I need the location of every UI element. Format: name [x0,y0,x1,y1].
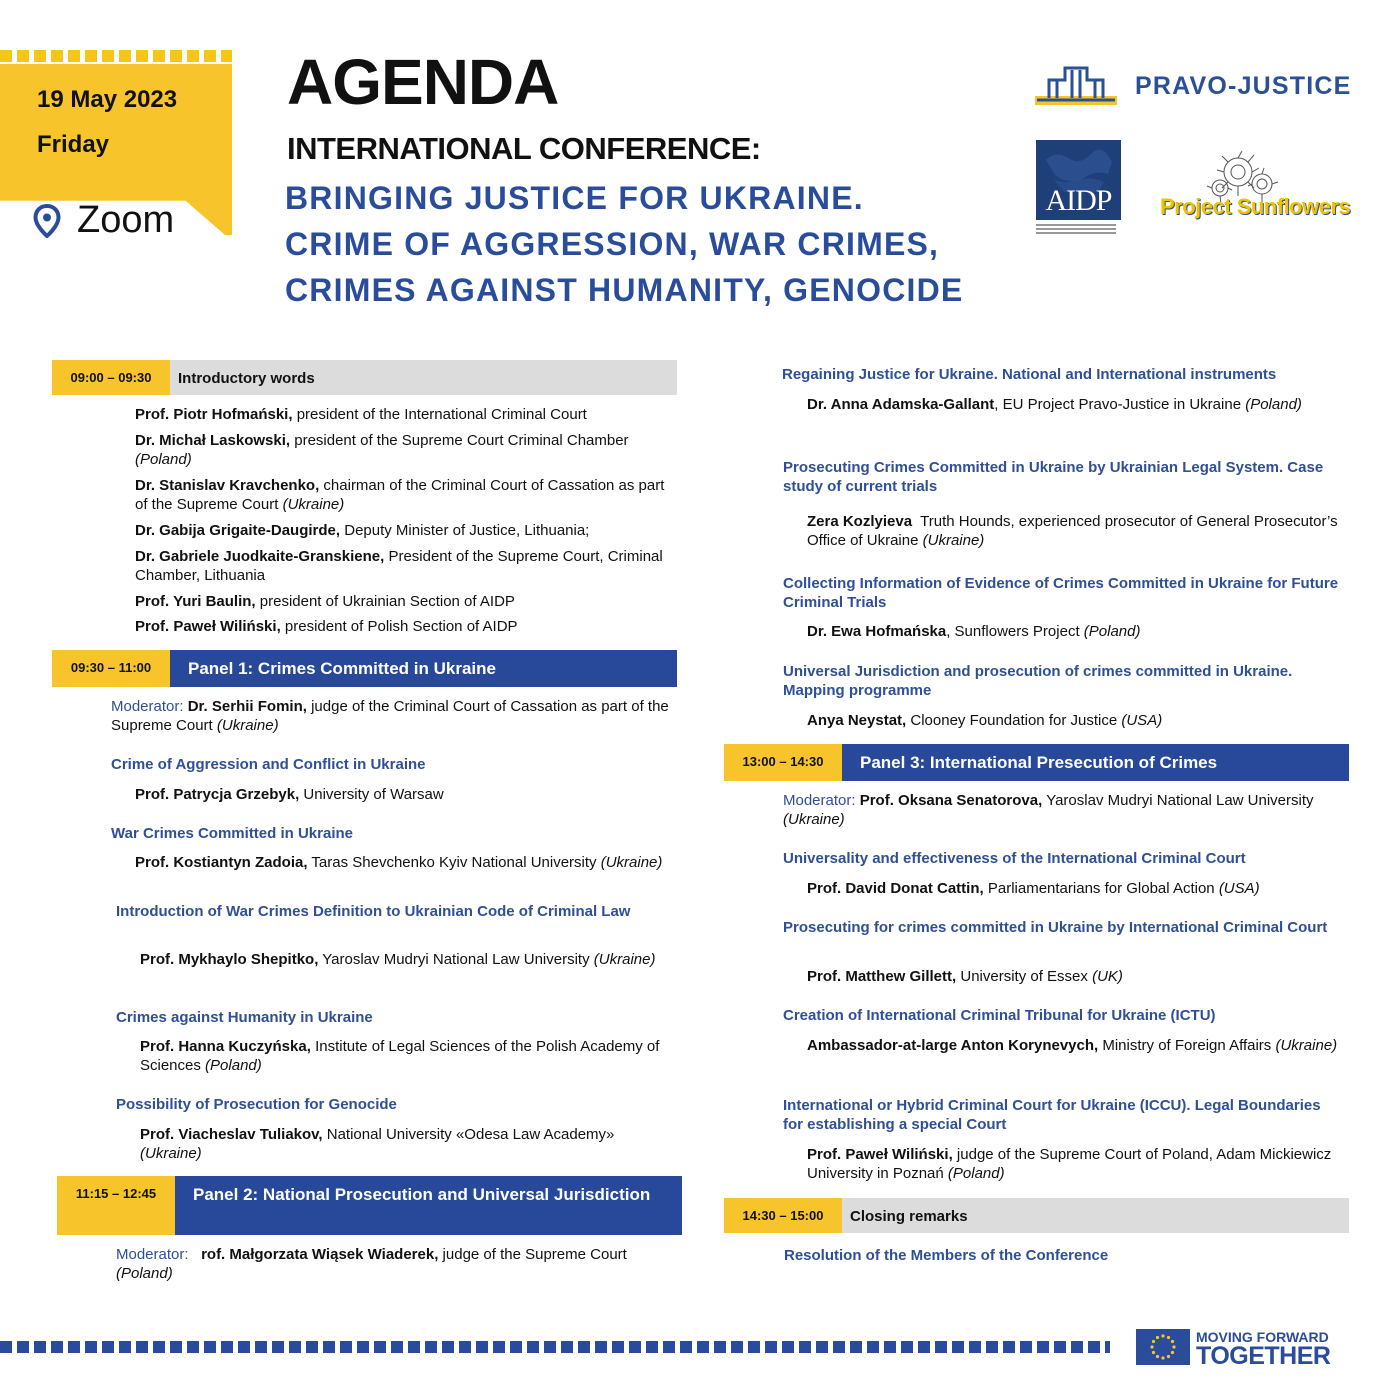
speaker-role: judge of the Criminal Court of Cassation as part of the Supreme Court [111,698,669,734]
aidp-wordmark: AIDP [1045,184,1112,217]
speaker-role: Deputy Minister of Justice, Lithuania; [344,522,590,539]
agenda-slot-panel-2 [57,1176,682,1235]
speaker-role: Truth Hounds, experienced prosecutor of General Prosecutor’s Office of Ukraine [807,513,1338,549]
speaker-role: president of Polish Section of AIDP [284,618,518,635]
speaker-role: Ministry of Foreign Affairs [1102,1037,1272,1054]
speaker-country: (Ukraine) [783,811,845,828]
speaker-name: Dr. Serhii Fomin, [187,698,307,715]
speaker-role: University of Warsaw [303,786,444,803]
speaker-name: Dr. Ewa Hofmańska [807,623,947,640]
moderator-entry [116,1245,676,1283]
slot-title: Introductory words [170,360,677,395]
speaker-entry [807,967,1347,986]
eu-flag-icon [1136,1329,1190,1365]
speaker-entry [140,950,675,969]
speaker-name: Dr. Stanislav Kravchenko, [135,477,320,494]
slot-time: 09:00 – 09:30 [52,360,170,395]
speaker-entry [135,476,675,514]
session-title: Universal Jurisdiction and prosecution of crimes committed in Ukraine. Mapping programme [783,663,1293,699]
speaker-country: (Ukraine) [1275,1037,1338,1054]
footer-dashed-border [0,1341,1110,1353]
session-title: Crimes against Humanity in Ukraine [116,1009,373,1026]
project-sunflowers-logo [1158,150,1354,224]
speaker-role: , EU Project Pravo-Justice in Ukraine [994,396,1242,413]
slot-time: 11:15 – 12:45 [57,1176,175,1235]
speaker-country: (Poland) [135,451,192,468]
speaker-entry [807,711,1347,730]
speaker-role: chairman of the Criminal Court of Cassation as part of the Supreme Court [135,477,665,513]
badge-words [1196,1328,1331,1370]
speaker-role: judge of the Supreme Court [442,1246,627,1263]
speaker-role: President of the Supreme Court, Criminal Chamber, Lithuania [135,548,663,584]
speaker-entry [807,622,1347,641]
speaker-entry [135,785,675,804]
agenda-slot-panel-3 [724,744,1349,781]
speaker-role: president of the Supreme Court Criminal Chamber [294,432,629,449]
speaker-entry [807,395,1347,414]
agenda-slot-panel-1 [52,650,677,687]
event-date: 19 May 2023 [37,86,178,113]
slot-time: 13:00 – 14:30 [724,744,842,781]
speaker-name: Prof. Viacheslav Tuliakov, [140,1126,323,1143]
speaker-country: (Ukraine) [216,717,279,734]
moderator-entry [111,697,676,735]
speaker-country: (Ukraine) [600,854,663,871]
speaker-name: Dr. Gabija Grigaite-Daugirde, [135,522,341,539]
conference-title-line: CRIME OF AGGRESSION, WAR CRIMES, [285,226,940,262]
session-title: Collecting Information of Evidence of Crimes Committed in Ukraine for Future Criminal Trials [783,575,1339,611]
speaker-country: (USA) [1218,880,1260,897]
speaker-role: Yaroslav Mudryi National Law University [322,951,590,968]
session-title: Prosecuting Crimes Committed in Ukraine by Ukrainian Legal System. Case study of current trials [783,459,1324,495]
session-title: War Crimes Committed in Ukraine [111,825,353,842]
moderator-label: Moderator: [111,698,184,715]
event-day: Friday [37,131,110,158]
aidp-logo [1036,140,1121,248]
conference-label: INTERNATIONAL CONFERENCE: [287,131,761,166]
speaker-role: National University «Odesa Law Academy» [326,1126,615,1143]
slot-time: 09:30 – 11:00 [52,650,170,687]
session-title: Regaining Justice for Ukraine. National and International instruments [782,366,1277,383]
session-title: International or Hybrid Criminal Court for Ukraine (ICCU). Legal Boundaries for establishing a special Court [783,1097,1321,1133]
speaker-entry [807,1145,1352,1183]
session-title: Resolution of the Members of the Conference [784,1247,1109,1264]
slot-title: Panel 2: National Prosecution and Universal Jurisdiction [175,1176,682,1235]
speaker-country: (Ukraine) [140,1145,202,1162]
speaker-name: Prof. Kostiantyn Zadoia, [135,854,308,871]
speaker-country: (USA) [1121,712,1163,729]
session-title: Introduction of War Crimes Definition to Ukrainian Code of Criminal Law [116,903,631,920]
moderator-entry [783,791,1338,829]
badge-line-1: MOVING FORWARD [1196,1329,1329,1345]
speaker-entry [135,521,675,540]
speaker-name: Prof. Matthew Gillett, [807,968,957,985]
speaker-name: Prof. Paweł Wiliński, [807,1146,953,1163]
session-title: Prosecuting for crimes committed in Ukraine by International Criminal Court [783,919,1328,936]
conference-title [285,175,963,313]
speaker-entry [807,1036,1347,1055]
pravo-justice-wordmark: PRAVO-JUSTICE [1135,71,1352,100]
session-title: Possibility of Prosecution for Genocide [116,1096,397,1113]
speaker-country: (Ukraine) [593,951,656,968]
building-icon [1035,64,1117,108]
session-title: Crime of Aggression and Conflict in Ukraine [111,756,426,773]
speaker-name: Dr. Gabriele Juodkaite-Granskiene, [135,548,385,565]
agenda-slot-introductory [52,360,677,395]
speaker-country: (Poland) [116,1265,173,1282]
speaker-country: (Ukraine) [282,496,345,513]
speaker-name: rof. Małgorzata Wiąsek Wiaderek, [201,1246,439,1263]
moderator-label: Moderator: [116,1246,189,1263]
speaker-name: Dr. Michał Laskowski, [135,432,291,449]
agenda-slot-closing [724,1198,1349,1233]
speaker-name: Zera Kozlyieva [807,513,913,530]
speaker-name: Prof. David Donat Cattin, [807,880,984,897]
session-title: Universality and effectiveness of the International Criminal Court [783,850,1246,867]
speaker-country: (Poland) [1083,623,1141,640]
speaker-role: Parliamentarians for Global Action [987,880,1215,897]
eu-moving-forward-badge [1136,1328,1331,1370]
project-sunflowers-wordmark: Project Sunflowers [1160,194,1351,219]
pravo-justice-logo [1035,64,1352,108]
speaker-role: judge of the Supreme Court of Poland, Adam Mickiewicz University in Poznań [807,1146,1332,1182]
speaker-country: (Poland) [947,1165,1005,1182]
dashed-border [0,50,232,62]
session-title: Creation of International Criminal Tribunal for Ukraine (ICTU) [783,1007,1216,1024]
conference-title-line: CRIMES AGAINST HUMANITY, GENOCIDE [285,272,964,308]
speaker-name: Prof. Mykhaylo Shepitko, [140,951,319,968]
speaker-name: Prof. Hanna Kuczyńska, [140,1038,311,1055]
slot-title: Panel 1: Crimes Committed in Ukraine [170,650,677,687]
speaker-name: Anya Neystat, [807,712,907,729]
slot-title: Panel 3: International Presecution of Crimes [842,744,1349,781]
speaker-entry [140,1125,680,1163]
speaker-entry [135,547,675,585]
speaker-role: president of Ukrainian Section of AIDP [259,593,515,610]
location-pin-icon [33,204,61,238]
slot-title: Closing remarks [842,1198,1349,1233]
speaker-entry [135,617,675,636]
speaker-role: , Sunflowers Project [946,623,1080,640]
speaker-name: Dr. Anna Adamska-Gallant [807,396,995,413]
speaker-name: Prof. Piotr Hofmański, [135,406,293,423]
conference-title-line: BRINGING JUSTICE FOR UKRAINE. [285,180,864,216]
speaker-name: Prof. Patrycja Grzebyk, [135,786,300,803]
speaker-role: president of the International Criminal Court [296,406,587,423]
speaker-country: (UK) [1092,968,1123,985]
speaker-country: (Poland) [1245,396,1302,413]
speaker-entry [807,879,1352,898]
speaker-entry [807,512,1347,550]
speaker-role: University of Essex [960,968,1088,985]
speaker-country: (Ukraine) [922,532,985,549]
page-title: AGENDA [287,46,559,118]
speaker-entry [135,853,675,872]
location-text: Zoom [77,199,175,241]
moderator-label: Moderator: [783,792,856,809]
speaker-entry [140,1037,675,1075]
speaker-entry [135,431,675,469]
aidp-emblem [1036,140,1121,220]
speaker-entry [135,592,675,611]
badge-line-2: TOGETHER [1196,1342,1331,1370]
speaker-name: Prof. Paweł Wiliński, [135,618,281,635]
speaker-role: Yaroslav Mudryi National Law University [1046,792,1314,809]
speaker-entry [135,405,675,424]
speaker-role: Taras Shevchenko Kyiv National University [311,854,597,871]
speaker-name: Prof. Oksana Senatorova, [859,792,1043,809]
event-location [33,199,174,242]
speaker-name: Ambassador-at-large Anton Korynevych, [807,1037,1099,1054]
aidp-fine-print [1036,224,1121,234]
speaker-name: Prof. Yuri Baulin, [135,593,256,610]
speaker-role: Clooney Foundation for Justice [910,712,1118,729]
speaker-role: Institute of Legal Sciences of the Polish Academy of Sciences [140,1038,660,1074]
slot-time: 14:30 – 15:00 [724,1198,842,1233]
speaker-country: (Poland) [205,1057,262,1074]
